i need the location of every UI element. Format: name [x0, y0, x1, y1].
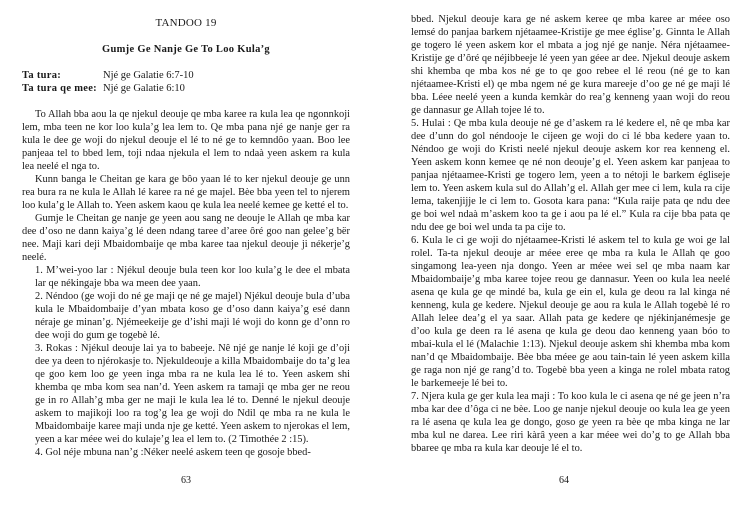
- list-item: 6. Kula le ci ge woji do njétaamee-Kristi lé askem tel to kula ge woi ge lal rolel. Ta-ta njekul deouje ar méee eree qe mba ra kula le Allah qe goo singamong lea-yeen nja dongo. Yeen ar méee wei sel qe mba naam kar Mbaidombaije’g mba karee tojee reou ge dannasur. Yeen oo kula lea neelé asena qe kula ge qe mindé ba, kula ge ein el, kula ge deou ra lal kinga né kenneng, kula ge kedere. Njekul deouje ge aou ra kula le Allah togebè lé ro Allah lelee dea’g el ya saar. Allah pata ge kedere qe njékinjanémesje ge d’oo kula ge deen ra lé asena qe kula ge deou dao kenneng yaan bóo to mbai-kula el lé (Malachie 1:13). Njekul deouje askem shi khemba mba kom nan’d qe Mbaidombaije. Bèe bba méee ge aou tain-tain lé yeen askem killa ge raga non njé ge rang’d to. Togebè bba yeen a kinga ne rolel mbata ratog le barkemeeje lé bei to.: [411, 235, 730, 389]
- right-page: [375, 0, 749, 505]
- right-body-text: [398, 13, 730, 455]
- chapter-heading: TANDOO 19: [155, 17, 217, 29]
- list-item: 5. Hulai : Qe mba kula deouje né ge d’askem ra lé kedere el, nê qe mba kar dee d’unn do gol néndooje le cijeen ge woji do ci lé bba kedere yaan to. Néndoo ge woji do Kristi neelé njekul deouje askem kor rea kenneng el. Yeen askem konn kemee qe né non deouje’g el. Yeen askem kar panjeaa to panjaa njétaamee-Kristi ge togero lem, yeen a to nétoji le barkem égliseje lem to. Yeen askem kula sul do Allah’g el. Allah ger mee ci lem, kula ra cije lema, takenjijje le ci lem to. Gosota kara pana: “Kula raije pata qe ndu dee ge boi wel ndaà m’askem koo ta ge i aou pa lé el.” Kula ra cije bba pata qe ndu dee ge boi wel unda ta pa cije to.: [411, 118, 730, 233]
- left-body-text: [22, 108, 350, 459]
- reference-value: Njé ge Galatie 6:10: [103, 83, 185, 94]
- list-item: 1. M’wei-yoo lar : Njékul deouje bula teen kor loo kula’g le dee el mbata lar qe nékingaje bba wa meen dee yaan.: [35, 265, 350, 289]
- paragraph: Gumje le Cheitan ge nanje ge yeen aou sang ne deouje le Allah qe mba kar dee d’oso ne dann kaiya’g lé deen ndang taree d’aree ôré goo nan gelee’g bër nee. Maji kari deji Mbaidombaije qe mba karee taa njekul deouje ji nékerje’g neelé.: [22, 213, 350, 263]
- list-item: 4. Gol néje mbuna nan’g :Néker neelé askem teen qe gosoje bbed-: [35, 447, 311, 458]
- left-page: [0, 0, 374, 505]
- reference-row: [22, 82, 350, 95]
- paragraph-continuation: bbed. Njekul deouje kara ge né askem keree qe mba karee ar méee oso lemsé do panjaa barkem njétaamee-Kristije ge mee église’g. Ginnta le Allah ge togero lé yeen askem kor el mbata a jog njé ge nanje. Néra njétaamee-Kristije ge d’ôré qe néjibbeeje lé yeen yan géee ar dee. Njekul deouje askem shi khemba qe mba kos né ge to qe goo rebee el lé reou (né ge to kan njétaamee-Kristi el) qe mba ngem né ge kura mareeje d’oo ge né ge maji lé bba. Léee neelé yeen a kunda kemkàr do rea’g kenneng yaan woji do reou ge dannasur ge Allah tojee lé to.: [411, 14, 730, 116]
- list-item: 2. Néndoo (ge woji do né ge maji qe né ge majel) Njékul deouje bula d’uba kula le Mbaidombaije d’yan mbata koso ge d’oso dann kaiya’g esé dann néraje ge minan’g. Njémeekeije ge d’ishi maji lé woji do konn ge d’onn ro dee woji do gum ge togebè lé.: [35, 291, 350, 341]
- reference-label: Ta tura:: [22, 70, 62, 81]
- list-item: 7. Njera kula ge ger kula lea maji : To koo kula le ci asena qe né ge jeen n’ra mba kar dee d’ôga ci ne bèe. Loo ge nanje njekul deouje oo kula lea ge yeen ra lé asena qe kula lea ge dongo, goso ge yeen ra bèe qe mba kinga ne lar mba kul ne darea. Lee riri kàrâ yeen a kar méee wei do’g to ge Allah bba bbaree qe mba ra kula kar deouje lé el to.: [411, 391, 730, 454]
- list-item: 3. Rokas : Njékul deouje lai ya to babeeje. Nê njé ge nanje lé koji ge d’oji dee ya deen to njérokasje to. Njekuldeouje a killa Mbaidombaije do ta’g lea qe goo kem loo ge yeen inga mba ra ne kula lea lé to. Yeen askem shi khemba qe mba kom sea nan’d. Yeen askem ra tamaji qe mba ger ne reou ge in ro Allah’g mba ger ne maji le kula lea lé to. Denné le njekul deouje askem to majikoji loo ra tog’g lea ge woji do Ndil qe mba ra ne kula le Mbaidombaije karee maji unda nje ge ketté. Yeen askem to njerokas el lem, yeen a kar méee wei do kulaje’g lea el lem to. (2 Timothée 2 :15).: [35, 343, 350, 445]
- page-number: 64: [559, 475, 569, 486]
- page-number: 63: [181, 475, 191, 486]
- paragraph: Kunn banga le Cheitan ge kara ge bôo yaan lé to ker njekul deouje ge unn rea bura ra ne kula le Allah lé karee ra né ge majel. Bèe bba yeen tel to njerem loo kula’g le Allah to. Yeen askem kaou qe kula lea neelé kemee ge ketté el to.: [22, 174, 350, 211]
- chapter-title: Gumje Ge Nanje Ge To Loo Kula’g: [102, 44, 270, 55]
- reference-label: Ta tura qe mee:: [22, 83, 97, 94]
- reference-row: [22, 69, 350, 82]
- scripture-references: [22, 69, 350, 95]
- paragraph: To Allah bba aou la qe njekul deouje qe mba karee ra kula lea qe ngonnkoji lem, mba teen ne kor loo kula’g lea lem to. Qe mba pana njé ge nanje ger ra kula le dee ge woji do njekul deouje el lé to né ge to kemndôo yaan. Boo lee panjeaa tel to bbed lem, toji ndaa njekula el lem to ndaà yeen askem ra kula lea neelé el nga to.: [22, 109, 350, 172]
- reference-value: Njé ge Galatie 6:7-10: [103, 70, 194, 81]
